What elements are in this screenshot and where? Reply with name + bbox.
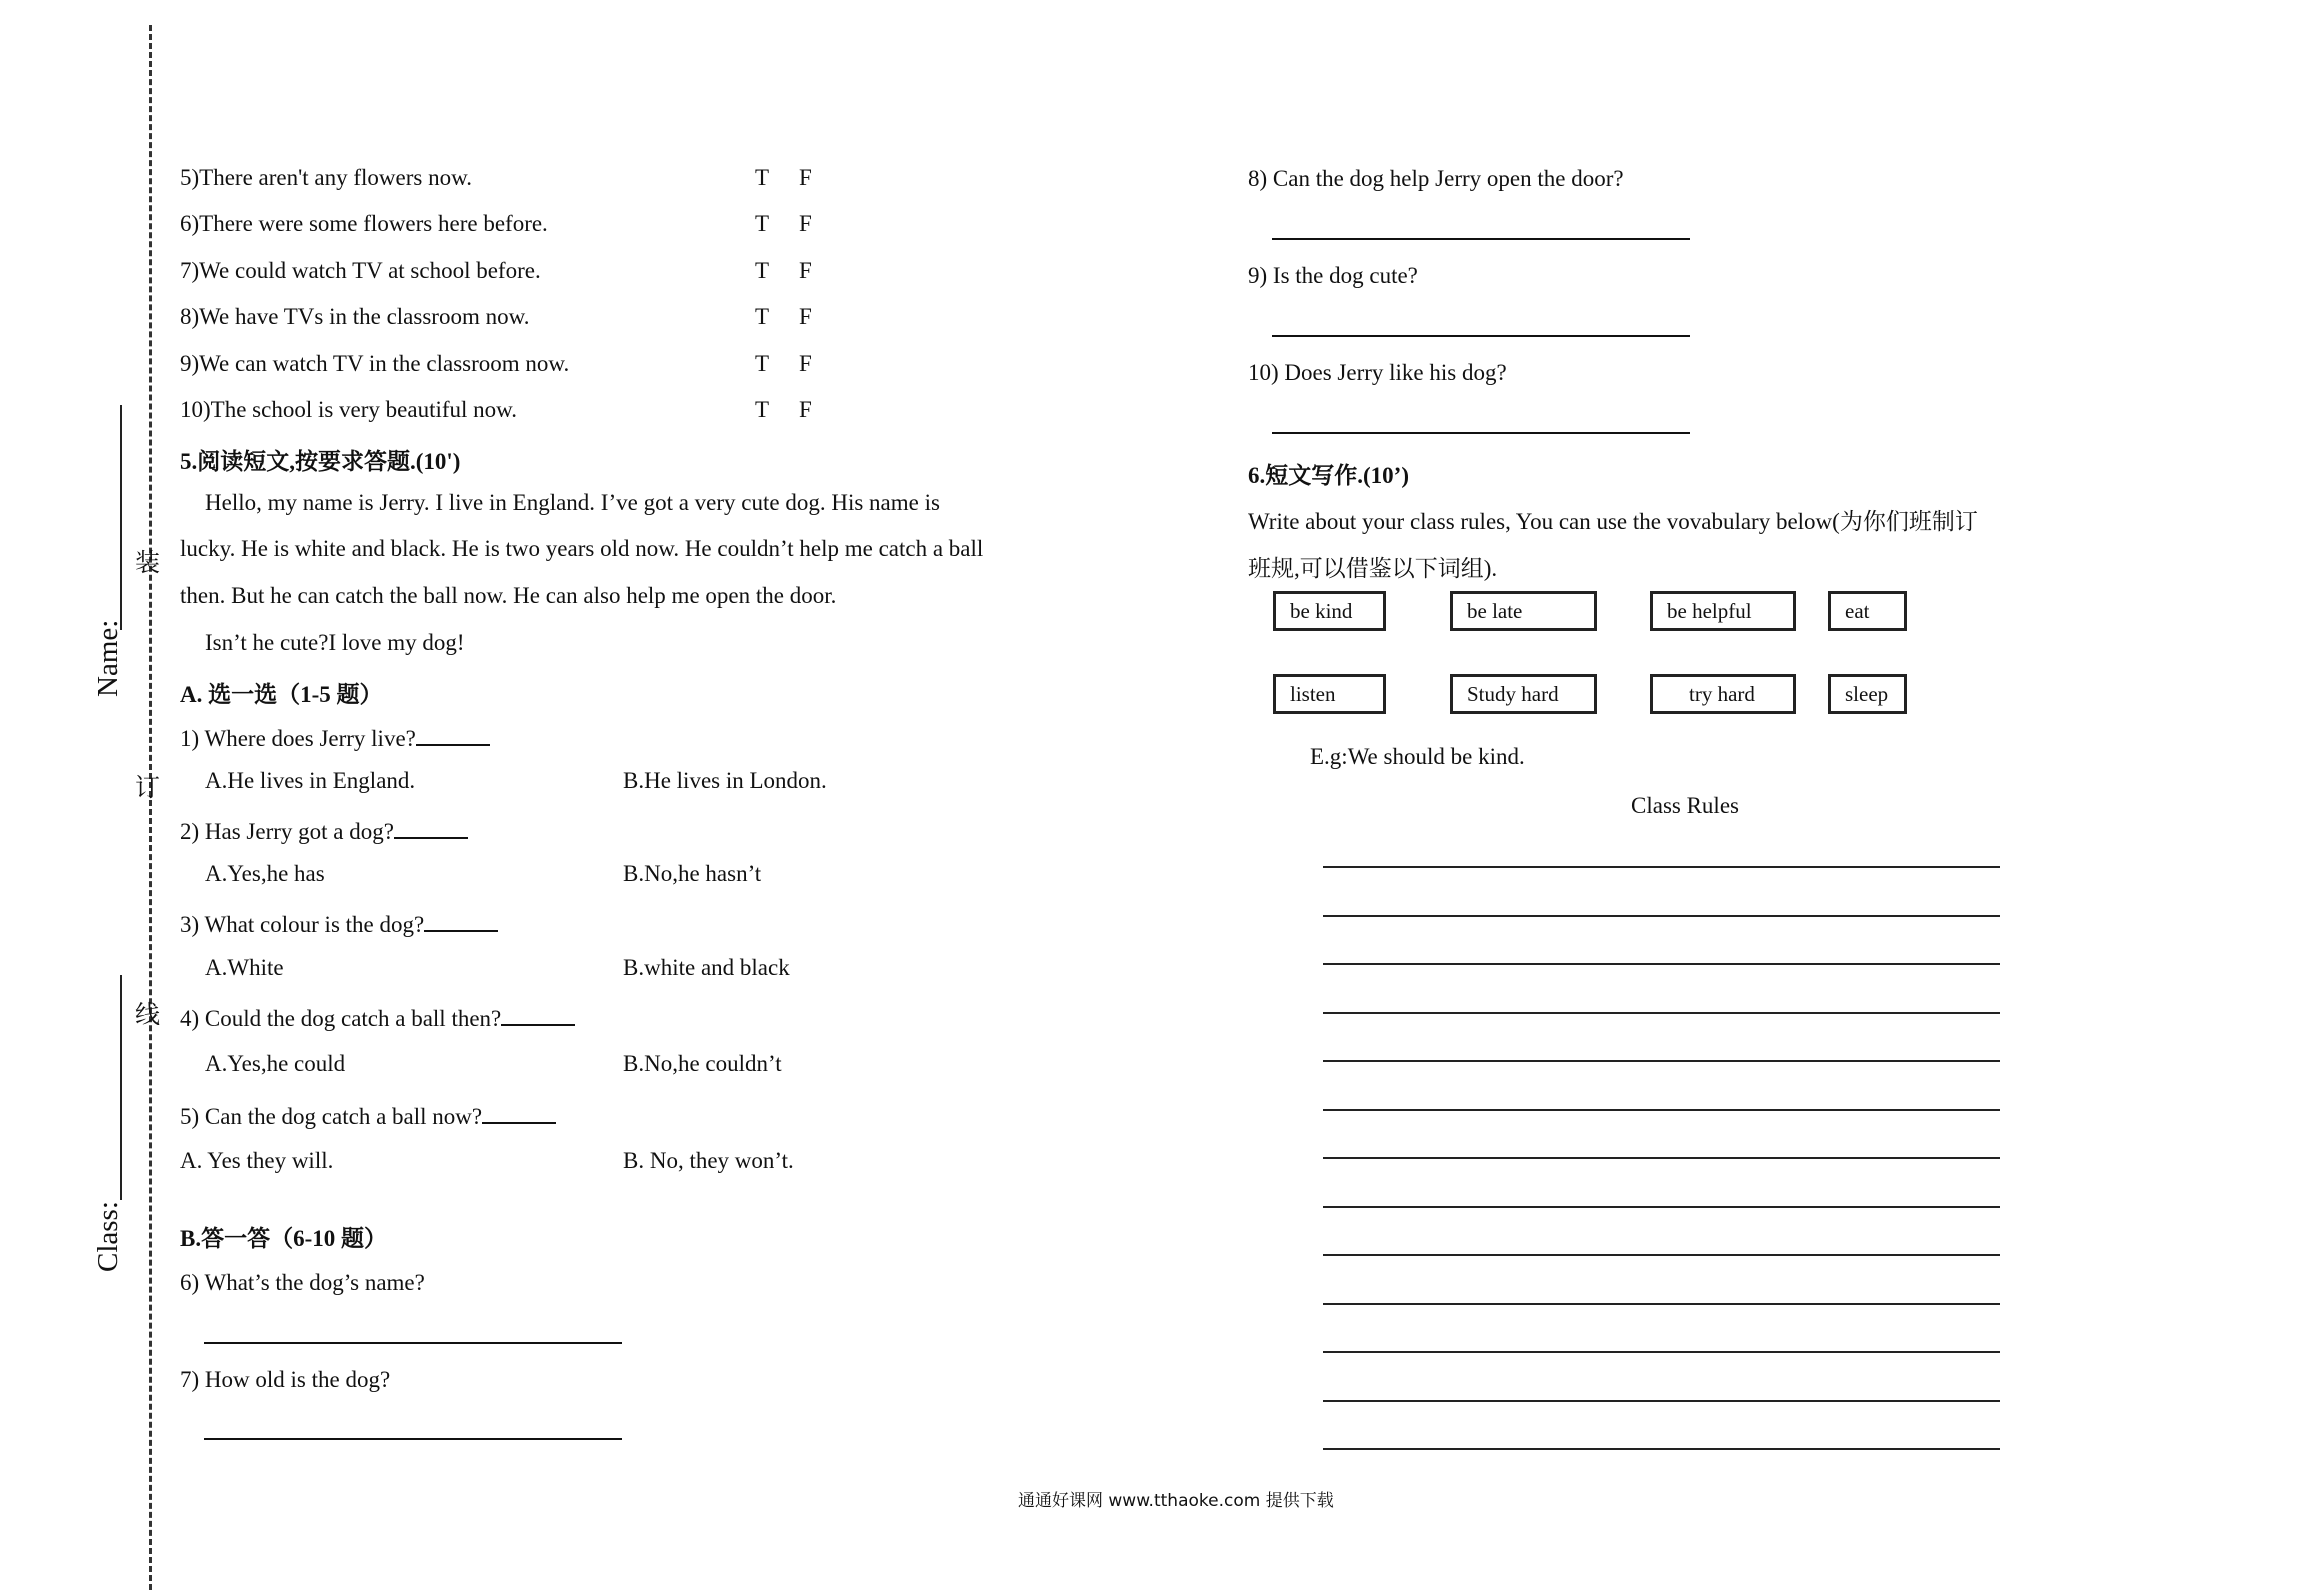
word-box-be-helpful: be helpful (1650, 591, 1796, 631)
partA-heading: A. 选一选（1-5 题） (180, 682, 383, 707)
option-5a[interactable]: A. Yes they will. (180, 1148, 334, 1173)
answer-blank[interactable] (416, 722, 490, 746)
question-3 (180, 908, 498, 938)
tf-item-9: 9)We can watch TV in the classroom now. (180, 351, 570, 376)
writing-line[interactable] (1323, 963, 2000, 965)
word-box-be-kind: be kind (1273, 591, 1386, 631)
option-4b[interactable]: B.No,he couldn’t (623, 1051, 782, 1076)
tf-item-8: 8)We have TVs in the classroom now. (180, 304, 530, 329)
option-4a[interactable]: A.Yes,he could (205, 1051, 346, 1076)
tf-item-10: 10)The school is very beautiful now. (180, 397, 518, 422)
section6-heading: 6.短文写作.(10’) (1248, 463, 1409, 488)
option-3a[interactable]: A.White (205, 955, 284, 980)
question-8: 8) Can the dog help Jerry open the door? (1248, 166, 1624, 191)
answer-line-9[interactable] (1272, 335, 1690, 337)
tf-option-f[interactable]: F (799, 351, 812, 376)
tf-item-5: 5)There aren't any flowers now. (180, 165, 472, 190)
option-1a[interactable]: A.He lives in England. (205, 768, 416, 793)
tf-option-t[interactable]: T (755, 258, 770, 283)
answer-line-8[interactable] (1272, 238, 1690, 240)
option-5b[interactable]: B. No, they won’t. (623, 1148, 794, 1173)
tf-option-t[interactable]: T (755, 165, 770, 190)
question-10: 10) Does Jerry like his dog? (1248, 360, 1507, 385)
writing-line[interactable] (1323, 1254, 2000, 1256)
binding-dashed-line (149, 25, 152, 1590)
answer-line-7[interactable] (204, 1438, 622, 1440)
name-label: Name: (92, 619, 124, 697)
writing-line[interactable] (1323, 1400, 2000, 1402)
writing-line[interactable] (1323, 1157, 2000, 1159)
writing-line[interactable] (1323, 1060, 2000, 1062)
answer-line-6[interactable] (204, 1342, 622, 1344)
question-5-text: 5) Can the dog catch a ball now? (180, 1104, 483, 1129)
answer-blank[interactable] (482, 1100, 556, 1124)
passage-line-1: Hello, my name is Jerry. I live in England. I’ve got a very cute dog. His name is (205, 490, 940, 515)
tf-option-f[interactable]: F (799, 304, 812, 329)
tf-item-7: 7)We could watch TV at school before. (180, 258, 541, 283)
tf-option-f[interactable]: F (799, 165, 812, 190)
answer-blank[interactable] (501, 1002, 575, 1026)
tf-option-t[interactable]: T (755, 397, 770, 422)
answer-blank[interactable] (394, 815, 468, 839)
option-2a[interactable]: A.Yes,he has (205, 861, 325, 886)
question-3-text: 3) What colour is the dog? (180, 912, 425, 937)
question-2-text: 2) Has Jerry got a dog? (180, 819, 394, 844)
class-write-line (120, 975, 122, 1200)
question-5 (180, 1100, 556, 1130)
question-4-text: 4) Could the dog catch a ball then? (180, 1006, 502, 1031)
writing-line[interactable] (1323, 1448, 2000, 1450)
tf-option-f[interactable]: F (799, 258, 812, 283)
question-1-text: 1) Where does Jerry live? (180, 726, 416, 751)
word-box-be-late: be late (1450, 591, 1597, 631)
word-box-study-hard: Study hard (1450, 674, 1597, 714)
word-box-try-hard: try hard (1650, 674, 1796, 714)
question-4 (180, 1002, 575, 1032)
passage-line-3: then. But he can catch the ball now. He can also help me open the door. (180, 583, 837, 608)
section5-heading: 5.阅读短文,按要求答题.(10') (180, 449, 461, 474)
answer-blank[interactable] (424, 908, 498, 932)
word-box-sleep: sleep (1828, 674, 1907, 714)
question-6: 6) What’s the dog’s name? (180, 1270, 425, 1295)
example-sentence: E.g:We should be kind. (1310, 744, 1525, 769)
class-rules-title: Class Rules (1631, 793, 1739, 818)
name-write-line (120, 405, 122, 630)
writing-line[interactable] (1323, 1012, 2000, 1014)
footer-text: 通通好课网 www.tthaoke.com 提供下载 (1018, 1491, 1334, 1511)
binding-char-zhuang: 装 (135, 550, 161, 577)
tf-option-t[interactable]: T (755, 351, 770, 376)
question-7: 7) How old is the dog? (180, 1367, 391, 1392)
class-label: Class: (92, 1201, 124, 1272)
question-2 (180, 815, 468, 845)
writing-line[interactable] (1323, 866, 2000, 868)
writing-line[interactable] (1323, 1206, 2000, 1208)
binding-char-xian: 线 (135, 1002, 161, 1029)
word-box-listen: listen (1273, 674, 1386, 714)
writing-line[interactable] (1323, 1109, 2000, 1111)
writing-line[interactable] (1323, 1303, 2000, 1305)
writing-line[interactable] (1323, 915, 2000, 917)
option-1b[interactable]: B.He lives in London. (623, 768, 827, 793)
binding-char-ding: 订 (135, 775, 161, 802)
option-3b[interactable]: B.white and black (623, 955, 790, 980)
writing-line[interactable] (1323, 1351, 2000, 1353)
partB-heading: B.答一答（6-10 题） (180, 1226, 387, 1251)
tf-option-f[interactable]: F (799, 211, 812, 236)
word-box-eat: eat (1828, 591, 1907, 631)
passage-line-4: Isn’t he cute?I love my dog! (205, 630, 465, 655)
tf-item-6: 6)There were some flowers here before. (180, 211, 548, 236)
question-9: 9) Is the dog cute? (1248, 263, 1418, 288)
tf-option-f[interactable]: F (799, 397, 812, 422)
tf-option-t[interactable]: T (755, 304, 770, 329)
section6-instruction-1: Write about your class rules, You can use the vovabulary below(为你们班制订 (1248, 509, 1978, 534)
section6-instruction-2: 班规,可以借鉴以下词组). (1248, 556, 1498, 581)
question-1 (180, 722, 490, 752)
option-2b[interactable]: B.No,he hasn’t (623, 861, 762, 886)
tf-option-t[interactable]: T (755, 211, 770, 236)
answer-line-10[interactable] (1272, 432, 1690, 434)
passage-line-2: lucky. He is white and black. He is two years old now. He couldn’t help me catch a ball (180, 536, 984, 561)
